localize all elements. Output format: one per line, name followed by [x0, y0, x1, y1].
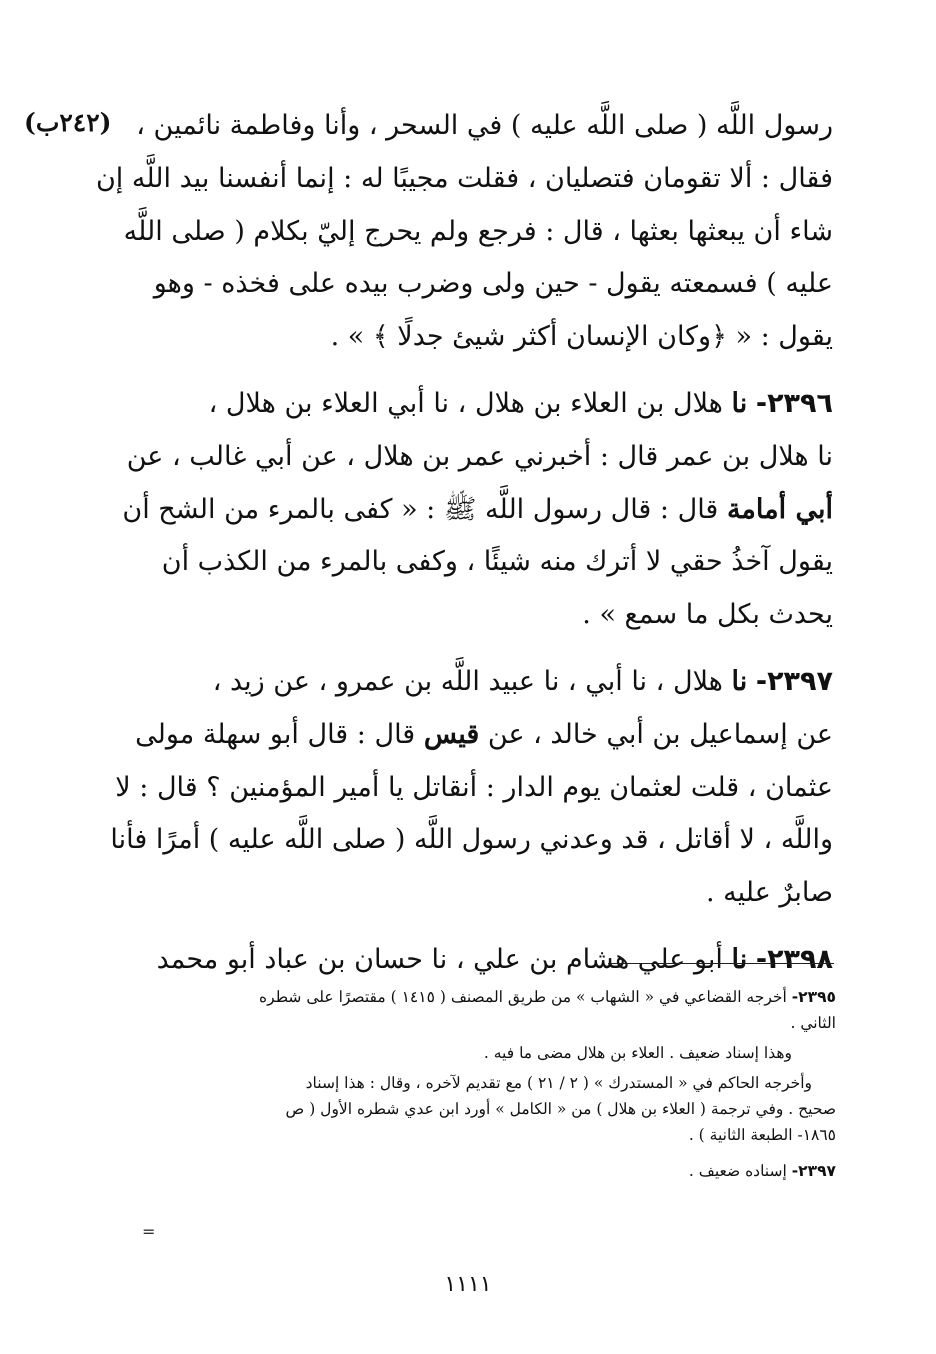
footnote-text: أخرجه القضاعي في « الشهاب » من طريق المصنف ( ١٤١٥ ) مقتصرًا على شطره: [259, 988, 787, 1006]
footnote-text: صحيح . وفي ترجمة ( العلاء بن هلال ) من « الكامل » أورد ابن عدي شطره الأول ( ص: [285, 1100, 836, 1118]
footnotes: [130, 984, 836, 1188]
footnote-2395-takhrij: [130, 1070, 836, 1148]
text-line: عليه ) فسمعته يقول - حين ولى وضرب بيده على فخذه - وهو: [153, 268, 833, 300]
text-line: عثمان ، قلت لعثمان يوم الدار : أنقاتل يا أمير المؤمنين ؟ قال : لا: [115, 771, 833, 803]
footnote-text: الثاني .: [790, 1014, 836, 1032]
text-line: يحدث بكل ما سمع » .: [582, 599, 833, 631]
text-line: شاء أن يبعثها بعثها ، قال : فرجع ولم يحرج إليّ بكلام ( صلى اللَّه: [123, 215, 833, 247]
text-line: [122, 484, 833, 537]
footnote-text: ١٨٦٥- الطبعة الثانية ) .: [688, 1126, 836, 1144]
footnote-2395-note: [130, 1040, 836, 1066]
paragraph-continuation: [95, 100, 833, 364]
footnote-text: إسناده ضعيف .: [688, 1162, 787, 1180]
line-text: قال : قال أبو سهلة مولى: [135, 718, 416, 750]
narrator-name: أبي أمامة: [726, 493, 833, 525]
line-text: عن إسماعيل بن أبي خالد ، عن: [487, 718, 833, 750]
narrator-name: قيس: [423, 718, 480, 750]
text-line: رسول اللَّه ( صلى اللَّه عليه ) في السحر ، وأنا وفاطمة نائمين ،: [136, 110, 833, 141]
lead-text: أبو علي هشام بن علي ، نا حسان بن عباد أبو محمد: [156, 943, 723, 975]
footnote-separator: [608, 963, 834, 964]
narration-word: نا: [731, 387, 748, 419]
text-line: يقول آخذُ حقي لا أترك منه شيئًا ، وكفى بالمرء من الكذب أن: [161, 546, 833, 578]
footnote-text: وأخرجه الحاكم في « المستدرك » ( ٢ / ٢١ ) مع تقديم لآخره ، وقال : هذا إسناد: [305, 1074, 812, 1092]
hadith-2397: [110, 656, 833, 920]
text-line: [130, 709, 833, 762]
hadith-number: ٢٣٩٨-: [755, 943, 833, 975]
lead-text: هلال بن العلاء بن هلال ، نا أبي العلاء بن هلال ،: [208, 387, 723, 419]
main-text: [95, 100, 833, 987]
narration-word: نا: [731, 943, 748, 975]
hadith-number: ٢٣٩٧-: [755, 665, 833, 697]
text-line: يقول : « ﴿وكان الإنسان أكثر شيئ جدلًا ﴾ » .: [330, 321, 833, 353]
hadith-lead-line: [130, 378, 833, 431]
footnote-number: ٢٣٩٧-: [791, 1162, 836, 1180]
hadith-lead-line: [130, 656, 833, 709]
text-line: نا هلال بن عمر قال : أخبرني عمر بن هلال ، عن أبي غالب ، عن: [126, 440, 833, 472]
hadith-2398: [130, 934, 833, 987]
continuation-mark: =: [142, 1222, 156, 1241]
footnote-number: ٢٣٩٥-: [791, 988, 836, 1006]
hadith-2396: [122, 378, 833, 642]
footnote-2395: [130, 984, 836, 1036]
text-line: فقال : ألا تقومان فتصليان ، فقلت مجيبًا له : إنما أنفسنا بيد اللَّه إن: [95, 162, 833, 194]
hadith-number: ٢٣٩٦-: [755, 387, 833, 419]
text-line: واللَّه ، لا أقاتل ، قد وعدني رسول اللَّه ( صلى اللَّه عليه ) أمرًا فأنا: [110, 824, 833, 856]
hadith-lead-line: [130, 934, 833, 987]
margin-folio-marker: (٢٤٢ب): [24, 108, 112, 137]
line-text: قال : قال رسول اللَّه ﷺ : « كفى بالمرء من الشح أن: [122, 493, 719, 525]
narration-word: نا: [731, 665, 748, 697]
footnote-2397: [130, 1158, 836, 1184]
text-line: صابرٌ عليه .: [706, 877, 833, 909]
footnote-text: وهذا إسناد ضعيف . العلاء بن هلال مضى ما فيه .: [483, 1044, 792, 1062]
page-number: ١١١١: [444, 1272, 492, 1297]
lead-text: هلال ، نا أبي ، نا عبيد اللَّه بن عمرو ، عن زيد ،: [212, 665, 723, 697]
